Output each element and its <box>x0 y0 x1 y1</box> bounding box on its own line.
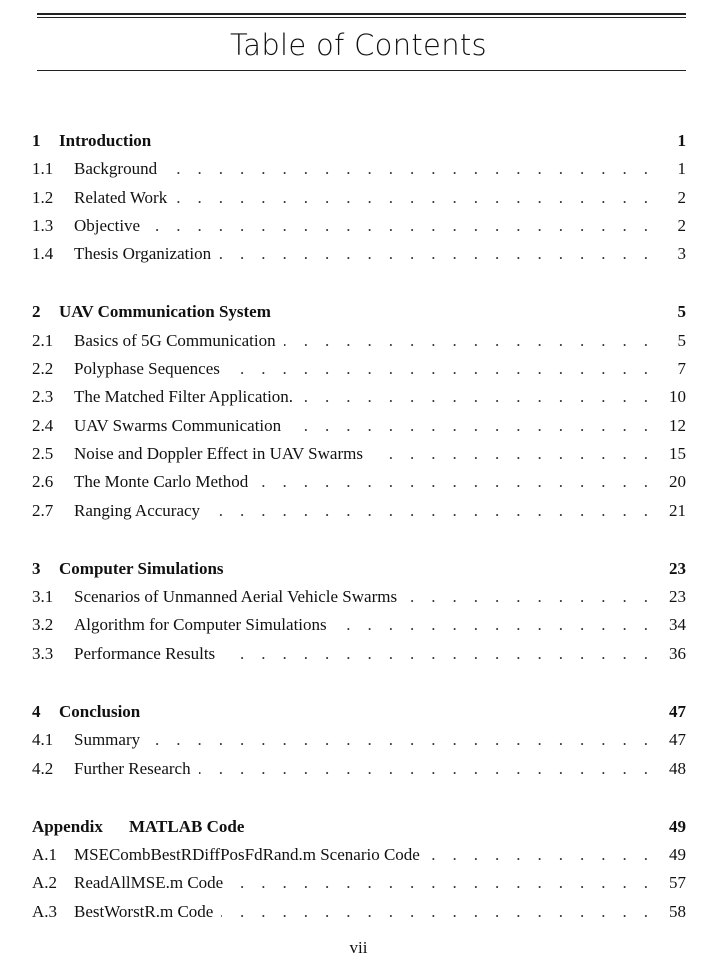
section-title: Further Research <box>74 759 191 778</box>
toc-section[interactable] <box>32 470 686 494</box>
toc-section[interactable] <box>32 757 686 781</box>
chapter-title: Computer Simulations <box>59 559 224 578</box>
chapter-title: UAV Communication System <box>59 302 271 321</box>
section-number: 2.7 <box>32 501 54 520</box>
section-page: 58 <box>669 902 686 921</box>
dot-leader <box>148 216 648 236</box>
section-page: 34 <box>669 615 686 634</box>
appendix-page: 49 <box>669 817 686 836</box>
section-page: 36 <box>669 644 686 663</box>
section-page: 2 <box>677 188 686 207</box>
dot-leader <box>148 730 648 750</box>
section-title: Basics of 5G Communication <box>74 331 276 350</box>
toc-section[interactable] <box>32 414 686 438</box>
toc-section[interactable] <box>32 642 686 666</box>
toc-chapter[interactable] <box>32 700 686 724</box>
toc-section[interactable] <box>32 242 686 266</box>
dot-leader <box>221 902 648 922</box>
chapter-title: Introduction <box>59 131 152 150</box>
section-title: UAV Swarms Communication <box>74 416 282 435</box>
section-title: Algorithm for Computer Simulations <box>74 615 327 634</box>
dot-leader <box>284 331 648 351</box>
toc-section[interactable] <box>32 385 686 409</box>
section-number: 2.1 <box>32 331 54 350</box>
section-title: ReadAllMSE.m Code <box>74 873 224 892</box>
toc-section[interactable] <box>32 157 686 181</box>
toc-section[interactable] <box>32 613 686 637</box>
top-rule-thin <box>37 17 686 18</box>
section-title: The Monte Carlo Method <box>74 472 249 491</box>
toc-section[interactable] <box>32 186 686 210</box>
section-title: Scenarios of Unmanned Aerial Vehicle Swarms <box>74 587 398 606</box>
chapter-number: 2 <box>32 302 41 321</box>
dot-leader <box>208 501 648 521</box>
dot-leader <box>289 416 648 436</box>
page-number-footer: vii <box>349 938 368 957</box>
section-page: 10 <box>669 387 686 406</box>
section-number: 3.1 <box>32 587 54 606</box>
dot-leader <box>335 615 648 635</box>
toc-section[interactable] <box>32 900 686 924</box>
toc-chapter[interactable] <box>32 129 686 153</box>
section-page: 2 <box>677 216 686 235</box>
section-page: 47 <box>669 730 686 749</box>
appendix-title: MATLAB Code <box>129 817 245 836</box>
section-page: 12 <box>669 416 686 435</box>
section-number: 1.4 <box>32 244 54 263</box>
section-title: Noise and Doppler Effect in UAV Swarms <box>74 444 363 463</box>
section-number: A.3 <box>32 902 58 921</box>
appendix-label: Appendix <box>32 817 103 836</box>
section-number: 3.3 <box>32 644 54 663</box>
toc-section[interactable] <box>32 585 686 609</box>
dot-leader <box>165 159 648 179</box>
section-page: 15 <box>669 444 686 463</box>
toc-section[interactable] <box>32 499 686 523</box>
toc-section[interactable] <box>32 442 686 466</box>
section-number: A.2 <box>32 873 58 892</box>
section-number: 2.5 <box>32 444 54 463</box>
dot-leader <box>223 644 648 664</box>
dot-leader <box>371 444 648 464</box>
section-page: 20 <box>669 472 686 491</box>
section-page: 49 <box>669 845 686 864</box>
section-number: A.1 <box>32 845 58 864</box>
dot-leader <box>199 759 648 779</box>
dot-leader <box>219 244 648 264</box>
toc-chapter[interactable] <box>32 557 686 581</box>
dot-leader <box>175 188 648 208</box>
chapter-page: 5 <box>677 302 686 321</box>
section-page: 7 <box>677 359 686 378</box>
section-title: Polyphase Sequences <box>74 359 220 378</box>
section-page: 3 <box>677 244 686 263</box>
toc-appendix[interactable] <box>32 815 686 839</box>
chapter-page: 47 <box>669 702 686 721</box>
section-number: 4.1 <box>32 730 54 749</box>
section-page: 1 <box>677 159 686 178</box>
section-title: Related Work <box>74 188 168 207</box>
section-title: Ranging Accuracy <box>74 501 201 520</box>
top-rule-thick <box>37 13 686 15</box>
section-page: 23 <box>669 587 686 606</box>
section-title: The Matched Filter Application. <box>74 387 294 406</box>
section-number: 1.2 <box>32 188 54 207</box>
dot-leader <box>256 472 648 492</box>
section-page: 21 <box>669 501 686 520</box>
section-title: Performance Results <box>74 644 216 663</box>
title-underline <box>37 70 686 71</box>
section-number: 1.3 <box>32 216 54 235</box>
chapter-title: Conclusion <box>59 702 141 721</box>
chapter-number: 1 <box>32 131 41 150</box>
toc-chapter[interactable] <box>32 300 686 324</box>
chapter-page: 23 <box>669 559 686 578</box>
section-number: 1.1 <box>32 159 54 178</box>
section-page: 57 <box>669 873 686 892</box>
section-title: Thesis Organization <box>74 244 212 263</box>
dot-leader <box>301 387 648 407</box>
dot-leader <box>228 359 648 379</box>
section-page: 5 <box>677 331 686 350</box>
chapter-page: 1 <box>677 131 686 150</box>
section-title: MSECombBestRDiffPosFdRand.m Scenario Code <box>74 845 420 864</box>
section-number: 2.4 <box>32 416 54 435</box>
section-title: Background <box>74 159 158 178</box>
toc-section[interactable] <box>32 843 686 867</box>
dot-leader <box>231 873 648 893</box>
dot-leader <box>405 587 648 607</box>
section-number: 2.3 <box>32 387 54 406</box>
section-title: Summary <box>74 730 141 749</box>
section-title: Objective <box>74 216 141 235</box>
toc-section[interactable] <box>32 357 686 381</box>
dot-leader <box>428 845 648 865</box>
section-number: 2.6 <box>32 472 54 491</box>
section-title: BestWorstR.m Code <box>74 902 214 921</box>
section-number: 3.2 <box>32 615 54 634</box>
chapter-number: 4 <box>32 702 41 721</box>
toc-section[interactable] <box>32 871 686 895</box>
toc-section[interactable] <box>32 329 686 353</box>
section-number: 2.2 <box>32 359 54 378</box>
section-number: 4.2 <box>32 759 54 778</box>
section-page: 48 <box>669 759 686 778</box>
page-title: Table of Contents <box>230 28 487 62</box>
toc-section[interactable] <box>32 728 686 752</box>
chapter-number: 3 <box>32 559 41 578</box>
toc-section[interactable] <box>32 214 686 238</box>
